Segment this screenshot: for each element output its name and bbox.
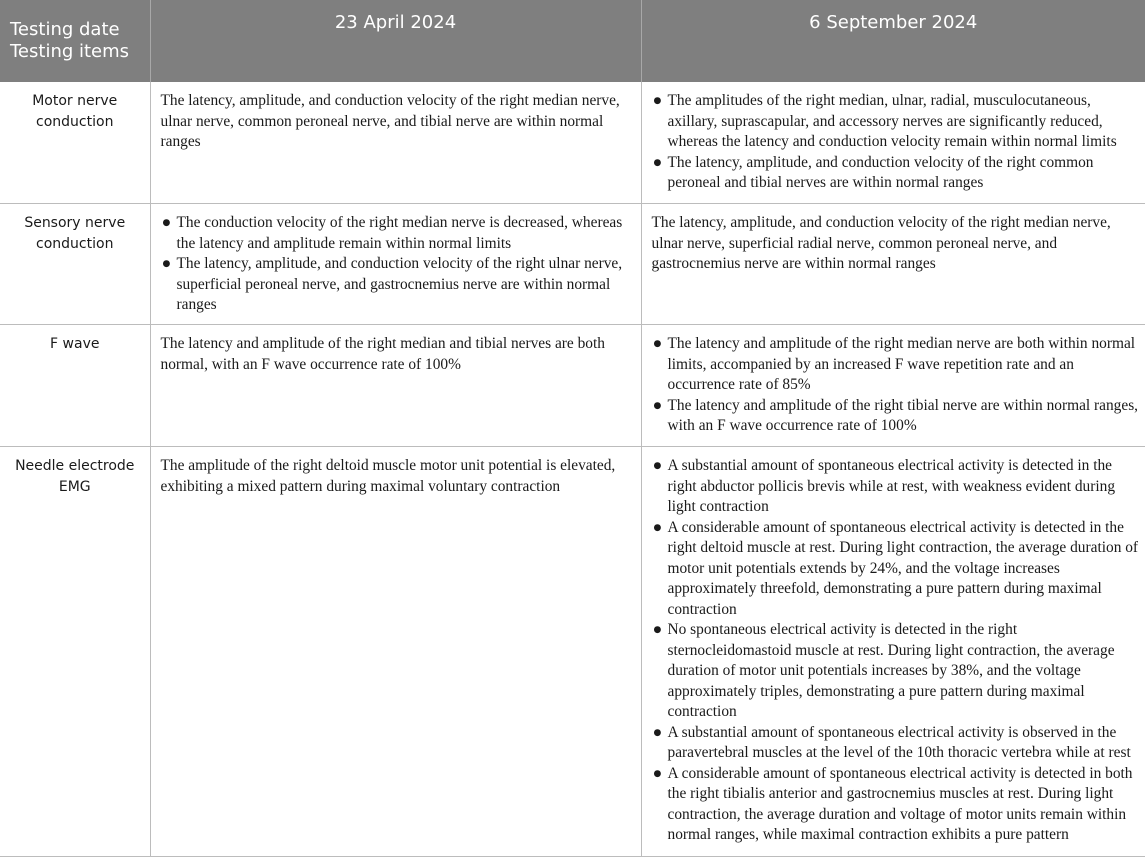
row-label-cell: Needle electrode EMG xyxy=(0,447,150,857)
date1-cell: The latency, amplitude, and conduction velocity of the right median nerve, ulnar nerve, common peroneal nerve, and tibial nerve are within normal ranges xyxy=(150,82,641,204)
bullet-item: ● No spontaneous electrical activity is detected in the right sternocleidomastoid muscle at rest. During light contraction, the average duration of motor unit potentials increases by 38%, and the voltage approximately triples, demonstrating a pure pattern during maximal contraction xyxy=(652,620,1142,723)
bullet-item: ● The latency, amplitude, and conduction velocity of the right ulnar nerve, superficial peroneal nerve, and gastrocnemius nerve are within normal ranges xyxy=(161,254,633,316)
date2-cell xyxy=(641,325,1145,447)
date1-cell xyxy=(150,204,641,325)
bullet-list xyxy=(161,213,633,316)
bullet-list xyxy=(652,91,1142,194)
header-row xyxy=(0,0,1145,82)
table-row-needle-electrode-emg xyxy=(0,447,1145,857)
date2-cell xyxy=(641,447,1145,857)
header-date-1: 23 April 2024 xyxy=(150,0,641,82)
bullet-item: ● The conduction velocity of the right median nerve is decreased, whereas the latency and amplitude remain within normal limits xyxy=(161,213,633,254)
row-label-cell: F wave xyxy=(0,325,150,447)
row-label-cell: Motor nerve conduction xyxy=(0,82,150,204)
bullet-item: ● A substantial amount of spontaneous electrical activity is observed in the paravertebral muscles at the level of the 10th thoracic vertebra while at rest xyxy=(652,723,1142,764)
table-row-motor-nerve-conduction xyxy=(0,82,1145,204)
bullet-item: ● The amplitudes of the right median, ulnar, radial, musculocutaneous, axillary, suprascapular, and accessory nerves are significantly reduced, whereas the latency and conduction velocity remain within normal limits xyxy=(652,91,1142,153)
date1-cell: The latency and amplitude of the right median and tibial nerves are both normal, with an F wave occurrence rate of 100% xyxy=(150,325,641,447)
date2-cell: The latency, amplitude, and conduction velocity of the right median nerve, ulnar nerve, superficial radial nerve, common peroneal nerve, and gastrocnemius nerve are within normal ranges xyxy=(641,204,1145,325)
bullet-item: ● The latency and amplitude of the right median nerve are both within normal limits, accompanied by an increased F wave repetition rate and an occurrence rate of 85% xyxy=(652,334,1142,396)
bullet-item: ● The latency, amplitude, and conduction velocity of the right common peroneal and tibial nerves are within normal ranges xyxy=(652,153,1142,194)
bullet-list xyxy=(652,456,1142,846)
table-row-f-wave xyxy=(0,325,1145,447)
table-row-sensory-nerve-conduction xyxy=(0,204,1145,325)
bullet-list xyxy=(652,334,1142,437)
header-testing-date-label: Testing date xyxy=(10,19,120,40)
table-body xyxy=(0,82,1145,857)
header-testing-items-label: Testing items xyxy=(10,41,130,62)
date2-cell xyxy=(641,82,1145,204)
row-label-cell: Sensory nerve conduction xyxy=(0,204,150,325)
bullet-item: ● A considerable amount of spontaneous electrical activity is detected in the right deltoid muscle at rest. During light contraction, the average duration of motor unit potentials extends by 24%, and the voltage increases approximately threefold, demonstrating a pure pattern during maximal contraction xyxy=(652,518,1142,621)
bullet-item: ● A substantial amount of spontaneous electrical activity is detected in the right abductor pollicis brevis while at rest, with weakness evident during light contraction xyxy=(652,456,1142,518)
bullet-item: ● The latency and amplitude of the right tibial nerve are within normal ranges, with an F wave occurrence rate of 100% xyxy=(652,396,1142,437)
date1-cell: The amplitude of the right deltoid muscle motor unit potential is elevated, exhibiting a mixed pattern during maximal voluntary contraction xyxy=(150,447,641,857)
header-date-2: 6 September 2024 xyxy=(641,0,1145,82)
bullet-item: ● A considerable amount of spontaneous electrical activity is detected in both the right tibialis anterior and gastrocnemius muscles at rest. During light contraction, the average duration and voltage of motor units remain within normal ranges, while maximal contraction exhibits a pure pattern xyxy=(652,764,1142,846)
table-header xyxy=(0,0,1145,82)
header-corner-cell xyxy=(0,0,150,82)
